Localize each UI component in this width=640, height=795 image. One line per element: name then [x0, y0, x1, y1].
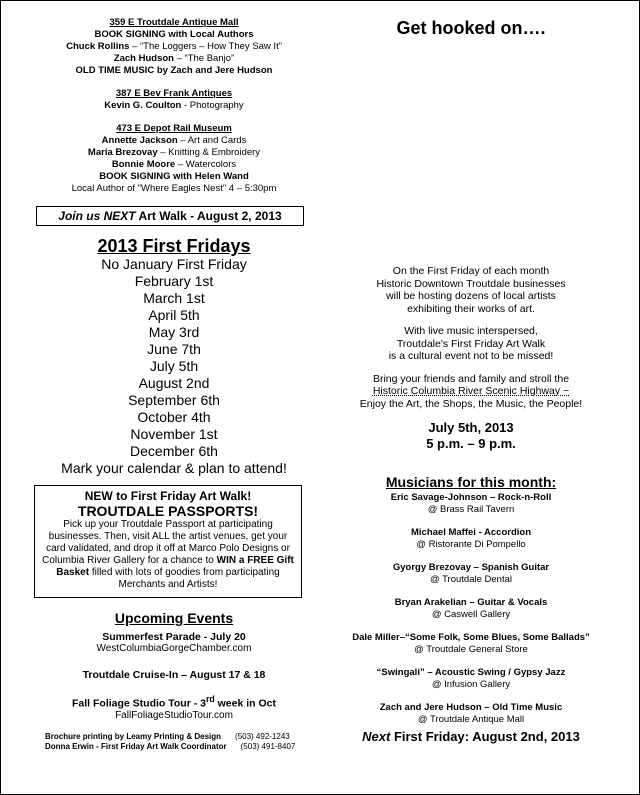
intro-line: will be hosting dozens of local artists	[386, 290, 556, 302]
intro-line: Troutdale's First Friday Art Walk	[396, 337, 546, 350]
intro-line: On the First Friday of each month	[392, 265, 550, 277]
venue-block	[31, 123, 317, 195]
musicians-title: Musicians for this month:	[385, 474, 557, 490]
venue-line	[31, 100, 317, 112]
date-item: February 1st	[134, 273, 214, 289]
intro-line: exhibiting their works of art.	[407, 302, 535, 315]
passport-body	[39, 519, 297, 591]
date-item: September 6th	[128, 392, 220, 408]
musician-item	[331, 667, 611, 690]
date-item: Mark your calendar & plan to attend!	[61, 460, 287, 476]
artist-name: Chuck Rollins	[66, 41, 130, 52]
credit-line	[45, 742, 317, 752]
artist-detail: – “The Banjo”	[173, 53, 235, 64]
venue-block	[31, 88, 317, 112]
musician-venue: @ Troutdale General Store	[414, 643, 528, 655]
venue-line: BOOK SIGNING with Local Authors	[94, 29, 254, 40]
artist-name: Maria Brezovay	[87, 147, 158, 158]
event-name-text: week in Oct	[214, 697, 276, 710]
venue-line	[31, 41, 317, 53]
date-item: July 5th	[149, 358, 199, 374]
event-date: July 5th, 2013	[428, 420, 514, 435]
venue-block	[31, 17, 317, 77]
musician-name: Eric Savage-Johnson – Rock-n-Roll	[390, 492, 552, 503]
venue-line: Local Author of "Where Eagles Nest" 4 – 5:30pm	[71, 183, 277, 194]
musician-name: Michael Maffei - Accordion	[411, 527, 531, 538]
passport-text: Pick up your Troutdale Passport at participating businesses. Then, visit ALL the artist venues, get your card validated, and drop it off at Marco Polo Designs or Columbia River Gallery for a chance to	[42, 519, 290, 566]
passport-heading: NEW to First Friday Art Walk!	[84, 489, 252, 503]
next-label: Next	[362, 729, 391, 744]
date-item: December 6th	[130, 443, 218, 459]
intro-paragraph	[331, 265, 611, 315]
musician-venue: @ Troutdale Antique Mall	[417, 713, 525, 725]
artist-detail: – Art and Cards	[177, 135, 247, 146]
date-item: April 5th	[148, 307, 200, 323]
musician-venue: @ Caswell Gallery	[431, 608, 511, 620]
intro-paragraph	[331, 325, 611, 363]
musician-venue: @ Infusion Gallery	[431, 678, 511, 690]
event-name: Troutdale Cruise-In – August 17 & 18	[82, 669, 266, 681]
artist-name: Kevin G. Coulton	[104, 100, 182, 111]
musician-venue: @ Troutdale Dental	[430, 573, 512, 585]
event-name-suffix: rd	[205, 694, 215, 704]
date-item: October 4th	[137, 409, 211, 425]
musician-item	[331, 702, 611, 725]
date-item: March 1st	[143, 290, 205, 306]
musicians-list	[331, 492, 611, 725]
credits	[45, 732, 317, 752]
venue-address: 359 E Troutdale Antique Mall	[109, 17, 239, 28]
events-list	[31, 631, 317, 722]
musician-name: Gyorgy Brezovay – Spanish Guitar	[392, 562, 550, 573]
date-item: June 7th	[147, 341, 201, 357]
credit-line	[45, 732, 317, 742]
venue-line: BOOK SIGNING with Helen Wand	[99, 171, 249, 182]
upcoming-events-title: Upcoming Events	[114, 610, 234, 626]
musician-name: “Swingali” – Acoustic Swing / Gypsy Jazz	[376, 667, 566, 678]
join-next-box	[36, 206, 304, 226]
event-link[interactable]: WestColumbiaGorgeChamber.com	[96, 643, 252, 654]
event-link[interactable]: FallFoliageStudioTour.com	[115, 709, 233, 721]
musician-name: Zach and Jere Hudson – Old Time Music	[379, 702, 563, 713]
event-name-text: Fall Foliage Studio Tour - 3	[71, 697, 206, 710]
credit-phone: (503) 492-1243	[235, 731, 290, 741]
left-column	[31, 17, 317, 752]
dates-list	[31, 256, 317, 477]
credit-text: Brochure printing by Leamy Printing & Design	[45, 731, 222, 741]
credit-phone: (503) 491-8407	[240, 741, 296, 751]
venue-line	[31, 159, 317, 171]
passport-title: TROUTDALE PASSPORTS!	[77, 503, 259, 519]
musician-venue: @ Brass Rail Tavern	[427, 503, 515, 515]
join-next-label: Join us NEXT	[58, 209, 136, 223]
venue-line	[31, 53, 317, 65]
right-column	[331, 17, 611, 744]
next-date: First Friday: August 2nd, 2013	[390, 729, 580, 744]
musician-name: Bryan Arakelian – Guitar & Vocals	[394, 597, 548, 608]
musician-item	[331, 492, 611, 515]
artist-name: Bonnie Moore	[111, 159, 176, 170]
date-item: August 2nd	[138, 375, 210, 391]
intro-line: Enjoy the Art, the Shops, the Music, the People!	[359, 397, 583, 410]
musician-item	[331, 527, 611, 550]
venue-line	[31, 147, 317, 159]
intro-line: With live music interspersed,	[404, 325, 538, 337]
intro-line: Bring your friends and family and stroll the	[372, 372, 570, 385]
event-name: Summerfest Parade - July 20	[102, 631, 246, 643]
intro-line: is a cultural event not to be missed!	[388, 350, 554, 362]
headline: Get hooked on….	[396, 18, 546, 38]
venue-address: 473 E Depot Rail Museum	[116, 123, 232, 134]
event-item	[31, 631, 317, 655]
artist-detail: – Watercolors	[175, 159, 237, 170]
event-name	[31, 693, 317, 710]
credit-text: Donna Erwin - First Friday Art Walk Coordinator	[45, 741, 227, 751]
date-item: May 3rd	[148, 324, 200, 340]
event-item	[31, 693, 317, 722]
intro-paragraph	[331, 373, 611, 411]
passport-prize: WIN a FREE Gift Basket	[56, 555, 294, 578]
venue-line	[31, 135, 317, 147]
intro-text	[331, 265, 611, 410]
venue-line: OLD TIME MUSIC by Zach and Jere Hudson	[75, 65, 273, 76]
passport-box	[34, 485, 302, 598]
date-item: November 1st	[130, 426, 218, 442]
musician-item	[331, 562, 611, 585]
artist-detail: – Knitting & Embroidery	[157, 147, 261, 158]
date-item: No January First Friday	[101, 256, 247, 272]
intro-line: Historic Columbia River Scenic Highway ~	[372, 385, 570, 397]
intro-line: Historic Downtown Troutdale businesses	[376, 277, 566, 290]
musician-item	[331, 632, 611, 655]
event-time: 5 p.m. – 9 p.m.	[426, 436, 516, 451]
artist-detail: - Photography	[181, 100, 244, 111]
event-item	[31, 669, 317, 681]
passport-text: filled with lots of goodies from participating Merchants and Artists!	[89, 567, 280, 590]
musician-name: Dale Miller–“Some Folk, Some Blues, Some Ballads”	[352, 632, 590, 643]
artist-name: Annette Jackson	[101, 135, 178, 146]
musician-item	[331, 597, 611, 620]
artist-name: Zach Hudson	[113, 53, 174, 64]
next-first-friday	[331, 729, 611, 744]
join-next-date: Art Walk - August 2, 2013	[135, 209, 282, 223]
first-fridays-title: 2013 First Fridays	[97, 236, 251, 256]
musician-venue: @ Ristorante Di Pompello	[416, 538, 526, 550]
venue-address: 387 E Bev Frank Antiques	[115, 88, 233, 99]
artist-detail: – “The Loggers – How They Saw It”	[129, 41, 282, 52]
